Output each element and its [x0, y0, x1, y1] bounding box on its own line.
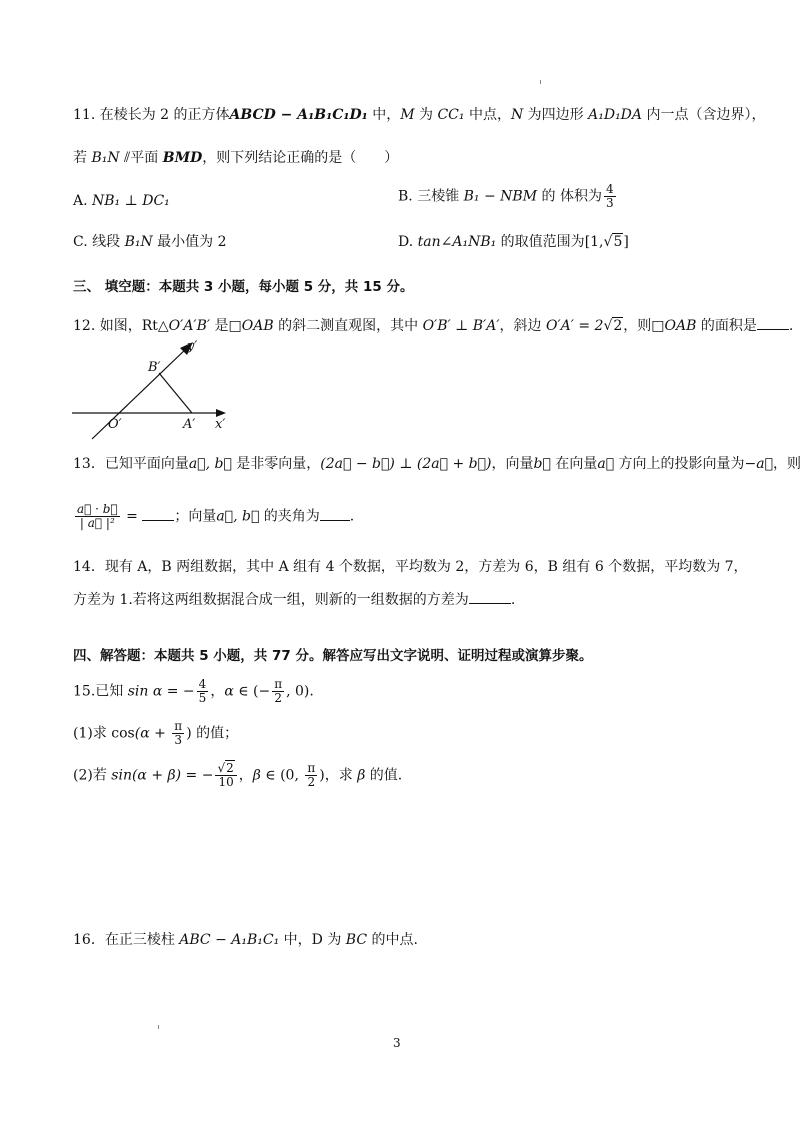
sqrt-symbol: √: [603, 234, 613, 250]
q15-part2: (2)若 sin(α + β) = − $\frac{√2}{10}$ ，β ∈ (0, $\frac{\pi}{2}$ )，求 β 的值.: [73, 761, 403, 789]
q15-part1: (1)求 cos(α + $\frac{\pi}{3}$ ) 的值；: [73, 719, 239, 747]
answer-blank-12: [757, 315, 789, 330]
fraction-4-3: $\frac{4}{3}$: [605, 182, 614, 210]
fraction-ab-over-a2: $\frac{a⃗ \cdot b⃗}{\text{| a⃗ |²}}$: [77, 502, 118, 530]
q15-line1: 15.已知 sin α = − $\frac{4}{5}$ ，α ∈ (− $\frac{\pi}{2}$ , 0).: [73, 677, 314, 705]
segment-b-a: [159, 373, 192, 413]
oblique-projection-figure: [70, 335, 240, 445]
q12-line: 12. 如图，Rt△O′A′B′ 是□OAB 的斜二测直观图，其中 O′B′ ⊥ B′A′，斜边 O′A′ = 2√2，则□OAB 的面积是 .: [73, 315, 793, 336]
q13-line1: 13．已知平面向量a⃗, b⃗ 是非零向量，(2a⃗ − b⃗) ⊥ (2a⃗ + b⃗)，向量b⃗ 在向量a⃗ 方向上的投影向量为−a⃗，则: [73, 456, 801, 472]
sqrt-symbol: √: [603, 318, 613, 334]
x-axis-arrow: [216, 409, 226, 417]
answer-blank-13b: [320, 506, 350, 521]
answer-blank-14: [469, 589, 511, 604]
q11-option-d: D. tan∠A₁NB₁ 的取值范围为[1,√5]: [398, 234, 629, 250]
q11-option-c: C. 线段 B₁N 最小值为 2: [73, 234, 227, 250]
y-axis-line: [92, 347, 188, 439]
label-b-prime: B′: [148, 360, 161, 375]
q11-line2: 若 B₁N ⫽平面 BMD，则下列结论正确的是（ ）: [73, 150, 399, 166]
q11-line1: 11. 在棱长为 2 的正方体ABCD − A₁B₁C₁D₁ 中，M 为 CC₁ 中点，N 为四边形 A₁D₁DA 内一点（含边界），: [73, 107, 766, 123]
section-4-heading: 四、解答题：本题共 5 小题，共 77 分。解答应写出文字说明、证明过程或演算步聚。: [73, 648, 593, 664]
label-y-prime: y′: [187, 339, 198, 354]
q13-line2: $\frac{a⃗ \cdot b⃗}{\text{| a⃗ |²}}$ = ；向量a⃗, b⃗ 的夹角为 .: [77, 502, 355, 530]
scan-mark-top: [540, 80, 541, 84]
page-number: 3: [393, 1036, 401, 1050]
label-o-prime: O′: [108, 417, 122, 432]
answer-blank-13a: [142, 506, 174, 521]
q11-option-b: B. 三棱锥 B₁ − NBM 的 体积为 $\frac{4}{3}$: [398, 182, 614, 210]
q14-line1: 14．现有 A，B 两组数据，其中 A 组有 4 个数据，平均数为 2，方差为 6，B 组有 6 个数据，平均数为 7，: [73, 559, 748, 575]
q11-option-a: A. NB₁ ⊥ DC₁: [73, 193, 170, 209]
section-3-heading: 三、 填空题：本题共 3 小题，每小题 5 分，共 15 分。: [73, 279, 414, 295]
q16-line: 16．在正三棱柱 ABC − A₁B₁C₁ 中，D 为 BC 的中点.: [73, 932, 418, 948]
sqrt-symbol: √: [217, 761, 226, 775]
label-x-prime: x′: [215, 417, 226, 432]
q14-line2: 方差为 1.若将这两组数据混合成一组，则新的一组数据的方差为 .: [73, 589, 515, 610]
scan-mark-bottom: [158, 1025, 159, 1029]
label-a-prime: A′: [183, 417, 196, 432]
